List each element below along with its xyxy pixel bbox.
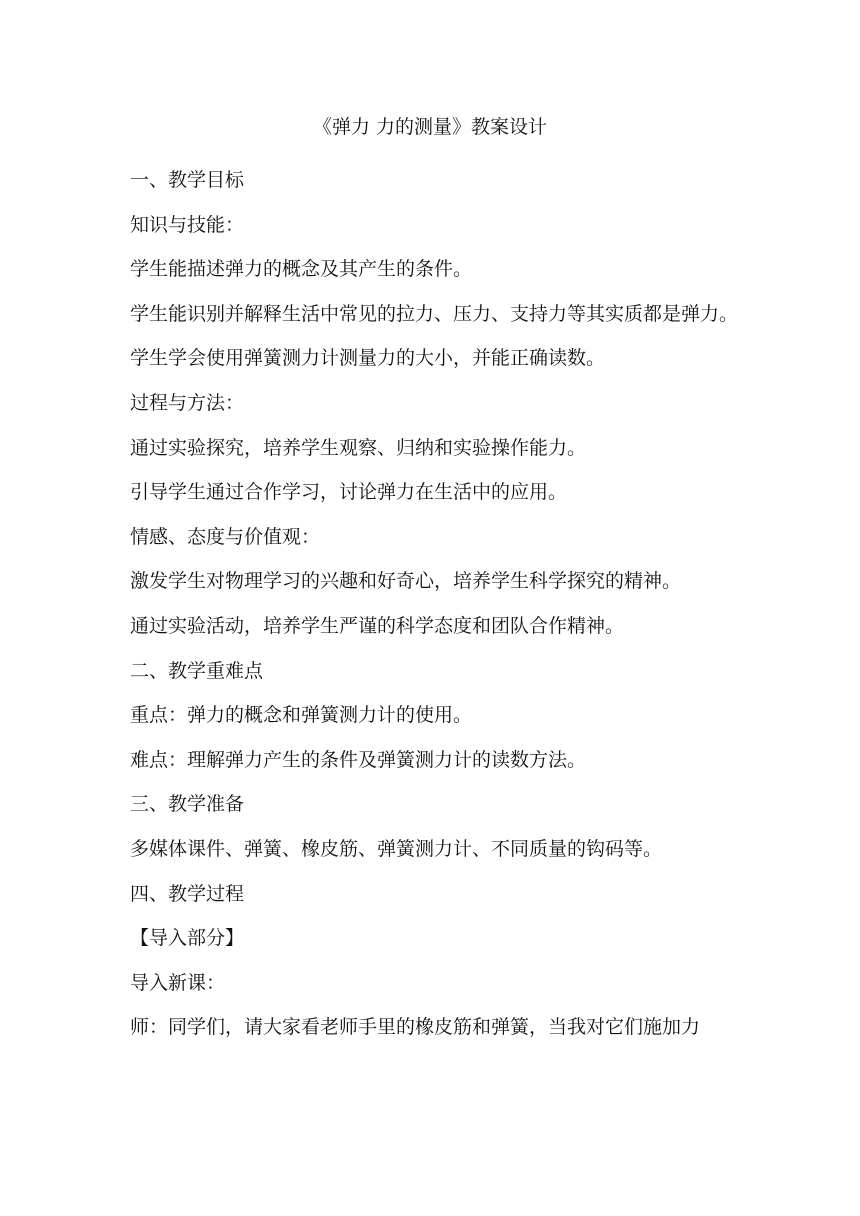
paragraph: 通过实验探究，培养学生观察、归纳和实验操作能力。 [130,436,587,459]
paragraph: 学生能描述弹力的概念及其产生的条件。 [130,258,473,281]
paragraph: 重点：弹力的概念和弹簧测力计的使用。 [130,704,473,727]
section-heading: 一、教学目标 [130,169,245,191]
subsection-heading: 知识与技能： [130,213,245,236]
section-heading: 四、教学过程 [130,882,245,905]
document-body [130,158,750,1050]
subsection-heading: 【导入部分】 [130,927,245,950]
section-heading: 二、教学重难点 [130,659,264,682]
document-title: 《弹力 力的测量》教案设计 [312,116,548,138]
paragraph: 学生学会使用弹簧测力计测量力的大小，并能正确读数。 [130,347,606,370]
subsection-heading: 过程与方法： [130,391,245,414]
paragraph: 激发学生对物理学习的兴趣和好奇心，培养学生科学探究的精神。 [130,570,682,593]
subsection-heading: 导入新课： [130,971,226,994]
paragraph: 多媒体课件、弹簧、橡皮筋、弹簧测力计、不同质量的钩码等。 [130,837,663,860]
paragraph: 难点：理解弹力产生的条件及弹簧测力计的读数方法。 [130,748,587,771]
section-heading: 三、教学准备 [130,793,245,816]
paragraph: 学生能识别并解释生活中常见的拉力、压力、支持力等其实质都是弹力。 [130,302,739,325]
paragraph: 师：同学们，请大家看老师手里的橡皮筋和弹簧，当我对它们施加力 [130,1016,701,1039]
paragraph: 引导学生通过合作学习，讨论弹力在生活中的应用。 [130,481,568,504]
subsection-heading: 情感、态度与价值观： [130,525,321,548]
paragraph: 通过实验活动，培养学生严谨的科学态度和团队合作精神。 [130,614,625,637]
